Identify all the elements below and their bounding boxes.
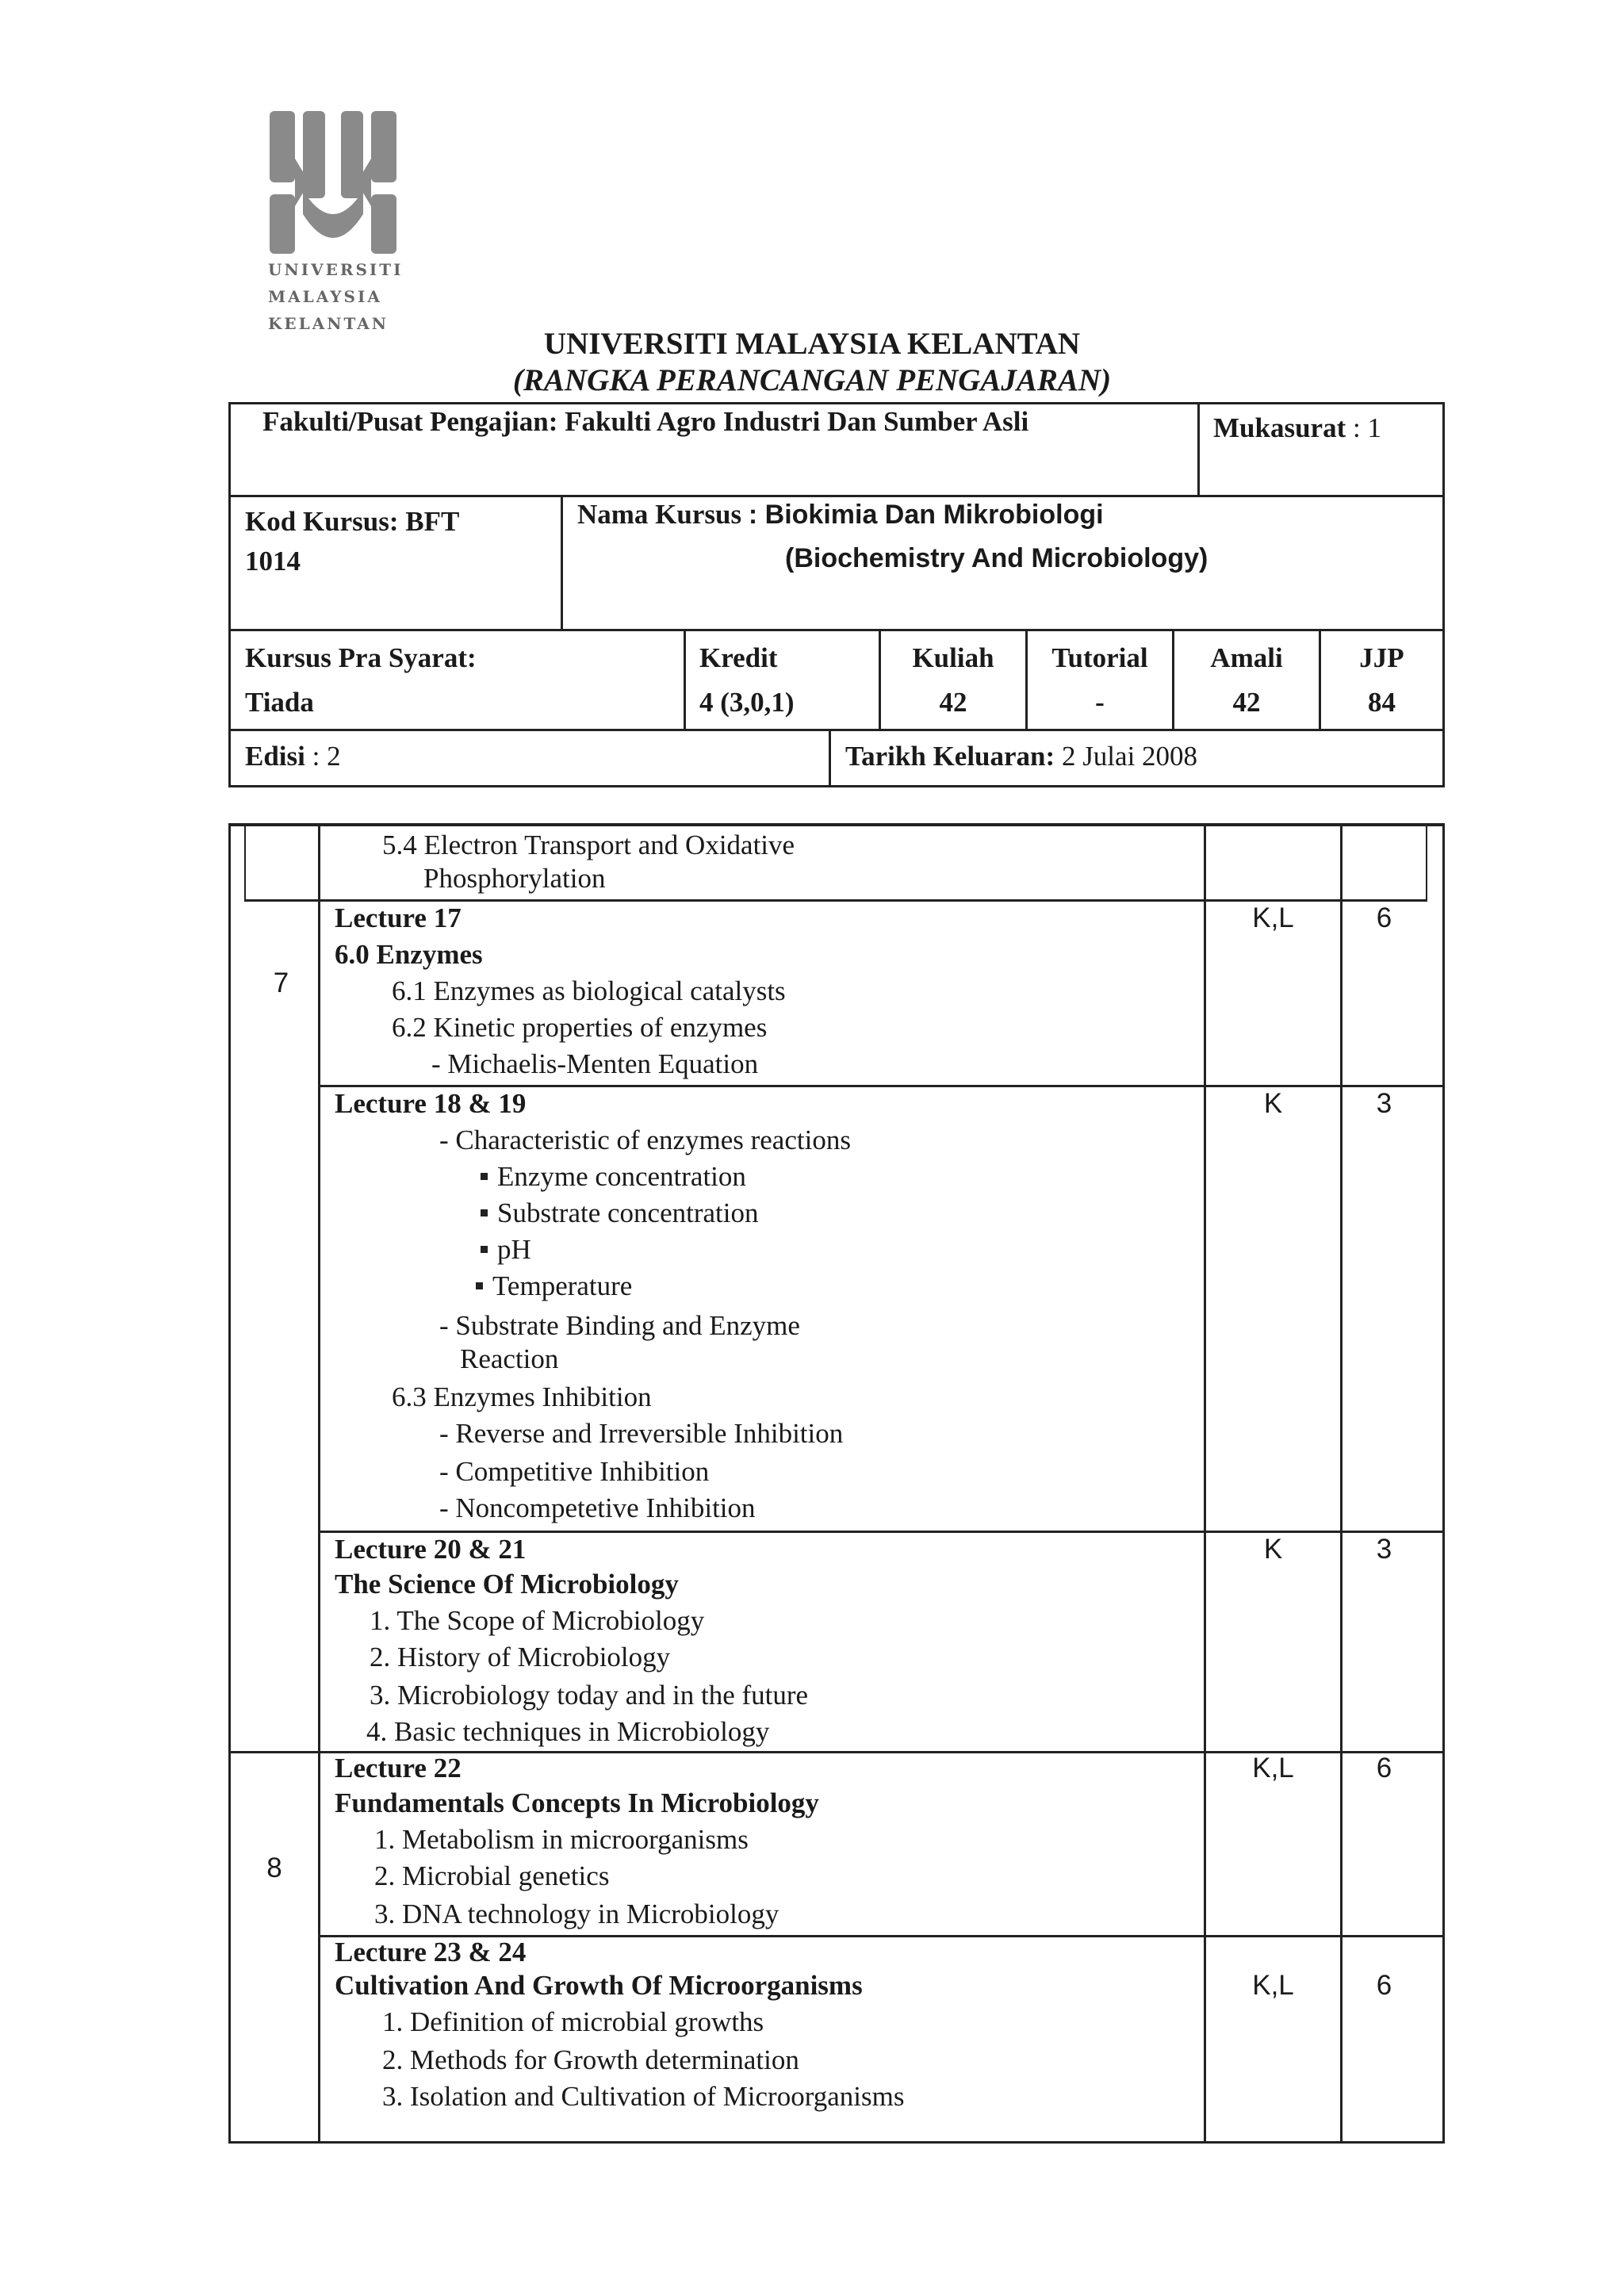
logo-line-2: MALAYSIA xyxy=(268,287,382,306)
lecture-heading: Lecture 20 & 21 xyxy=(335,1534,527,1565)
lecture-heading: Lecture 22 xyxy=(335,1753,462,1784)
week-number: 8 xyxy=(266,1852,282,1883)
week-number: 7 xyxy=(273,967,289,998)
edisi-value: : 2 xyxy=(312,741,341,772)
teaching-method: K,L xyxy=(1252,902,1294,933)
document-title: UNIVERSITI MALAYSIA KELANTAN xyxy=(543,327,1081,361)
bullet-text: Temperature xyxy=(492,1270,633,1301)
topic-line: 2. Methods for Growth determination xyxy=(382,2044,799,2075)
mukasurat-row xyxy=(1213,411,1381,446)
hours: 3 xyxy=(1376,1088,1392,1119)
mukasurat-value: : 1 xyxy=(1353,412,1381,443)
topic-line: - Reverse and Irreversible Inhibition xyxy=(439,1418,844,1449)
hours: 6 xyxy=(1376,1970,1392,2001)
topic-line: 1. Definition of microbial growths xyxy=(382,2006,764,2037)
topic-line: 3. Isolation and Cultivation of Microorganisms xyxy=(382,2081,905,2112)
topic-line: 1. The Scope of Microbiology xyxy=(370,1605,705,1636)
nama-value: : Biokimia Dan Mikrobiologi xyxy=(748,500,1104,530)
table-top-border xyxy=(228,823,1445,826)
kod-value-1: BFT xyxy=(405,506,460,537)
lecture-heading: Lecture 18 & 19 xyxy=(335,1088,527,1119)
prasyarat-value: Tiada xyxy=(245,687,314,718)
topic-line: 3. DNA technology in Microbiology xyxy=(374,1898,779,1929)
topic-heading: Fundamentals Concepts In Microbiology xyxy=(335,1787,819,1818)
topic-line: Phosphorylation xyxy=(423,863,606,894)
bullet-icon xyxy=(481,1173,488,1180)
lecture-heading: Lecture 23 & 24 xyxy=(335,1937,527,1967)
kuliah-label: Kuliah xyxy=(912,642,994,673)
tutorial-label: Tutorial xyxy=(1051,642,1148,673)
topic-line: - Competitive Inhibition xyxy=(439,1456,710,1487)
kredit-value: 4 (3,0,1) xyxy=(699,687,795,718)
tarikh-row xyxy=(845,739,1197,774)
bullet-icon xyxy=(481,1246,488,1253)
mukasurat-label: Mukasurat xyxy=(1213,412,1346,443)
amali-value: 42 xyxy=(1232,687,1261,718)
hours: 6 xyxy=(1376,902,1392,933)
teaching-method: K,L xyxy=(1252,1753,1294,1784)
hours: 6 xyxy=(1376,1753,1392,1784)
tutorial-value: - xyxy=(1095,687,1105,718)
lecture-heading: Lecture 17 xyxy=(335,902,462,933)
topic-line: 6.1 Enzymes as biological catalysts xyxy=(392,975,786,1006)
logo-line-3: KELANTAN xyxy=(268,314,389,333)
bullet-text: Enzyme concentration xyxy=(497,1161,746,1192)
topic-heading: 6.0 Enzymes xyxy=(335,939,483,970)
fakulti-row xyxy=(262,404,1028,439)
teaching-method: K xyxy=(1263,1088,1283,1119)
fakulti-label: Fakulti/Pusat Pengajian: xyxy=(262,406,558,437)
teaching-method: K xyxy=(1263,1534,1283,1565)
tarikh-value: 2 Julai 2008 xyxy=(1061,741,1198,772)
prasyarat-label: Kursus Pra Syarat: xyxy=(245,642,477,673)
bullet-icon xyxy=(481,1209,488,1216)
nama-row xyxy=(577,497,1104,532)
hours: 3 xyxy=(1376,1534,1392,1565)
edisi-row xyxy=(245,739,341,774)
document-subtitle: (RANGKA PERANCANGAN PENGAJARAN) xyxy=(512,363,1112,397)
topic-line: - Noncompetetive Inhibition xyxy=(439,1492,756,1523)
topic-line: - Characteristic of enzymes reactions xyxy=(439,1125,851,1155)
bullet-icon xyxy=(476,1282,483,1289)
kod-row xyxy=(245,504,459,539)
bullet-item xyxy=(481,1159,746,1194)
kod-value-2: 1014 xyxy=(245,546,301,577)
nama-value-en: (Biochemistry And Microbiology) xyxy=(785,543,1208,573)
bullet-text: pH xyxy=(497,1234,531,1265)
kod-label: Kod Kursus: xyxy=(245,506,399,537)
kuliah-value: 42 xyxy=(939,687,967,718)
teaching-method: K,L xyxy=(1252,1970,1294,2001)
topic-line: 6.3 Enzymes Inhibition xyxy=(392,1381,652,1412)
topic-line: 5.4 Electron Transport and Oxidative xyxy=(382,829,795,860)
edisi-label: Edisi xyxy=(245,741,305,772)
bullet-text: Substrate concentration xyxy=(497,1197,759,1228)
topic-line: - Substrate Binding and Enzyme xyxy=(439,1310,800,1341)
university-emblem-icon xyxy=(262,111,404,254)
amali-label: Amali xyxy=(1210,642,1283,673)
fakulti-value: Fakulti Agro Industri Dan Sumber Asli xyxy=(565,406,1029,437)
topic-line: 1. Metabolism in microorganisms xyxy=(374,1824,749,1855)
topic-heading: The Science Of Microbiology xyxy=(335,1569,679,1600)
topic-line: 2. History of Microbiology xyxy=(370,1642,671,1672)
bullet-item xyxy=(476,1269,632,1304)
tarikh-label: Tarikh Keluaran: xyxy=(845,741,1055,772)
jjp-label: JJP xyxy=(1359,642,1404,673)
topic-line: 4. Basic techniques in Microbiology xyxy=(366,1716,770,1747)
logo-line-1: UNIVERSITI xyxy=(268,260,404,279)
bullet-item xyxy=(481,1232,531,1267)
bullet-item xyxy=(481,1196,758,1231)
topic-line: 6.2 Kinetic properties of enzymes xyxy=(392,1012,768,1043)
university-logo xyxy=(262,111,404,349)
nama-label: Nama Kursus xyxy=(577,499,742,530)
table-bottom-border xyxy=(228,2141,1445,2144)
topic-line: 3. Microbiology today and in the future xyxy=(370,1680,809,1711)
topic-line: - Michaelis-Menten Equation xyxy=(431,1048,759,1079)
topic-line: Reaction xyxy=(460,1343,559,1374)
topic-heading: Cultivation And Growth Of Microorganisms xyxy=(335,1970,863,2001)
topic-line: 2. Microbial genetics xyxy=(374,1860,610,1891)
kredit-label: Kredit xyxy=(699,642,778,673)
jjp-value: 84 xyxy=(1368,687,1396,718)
